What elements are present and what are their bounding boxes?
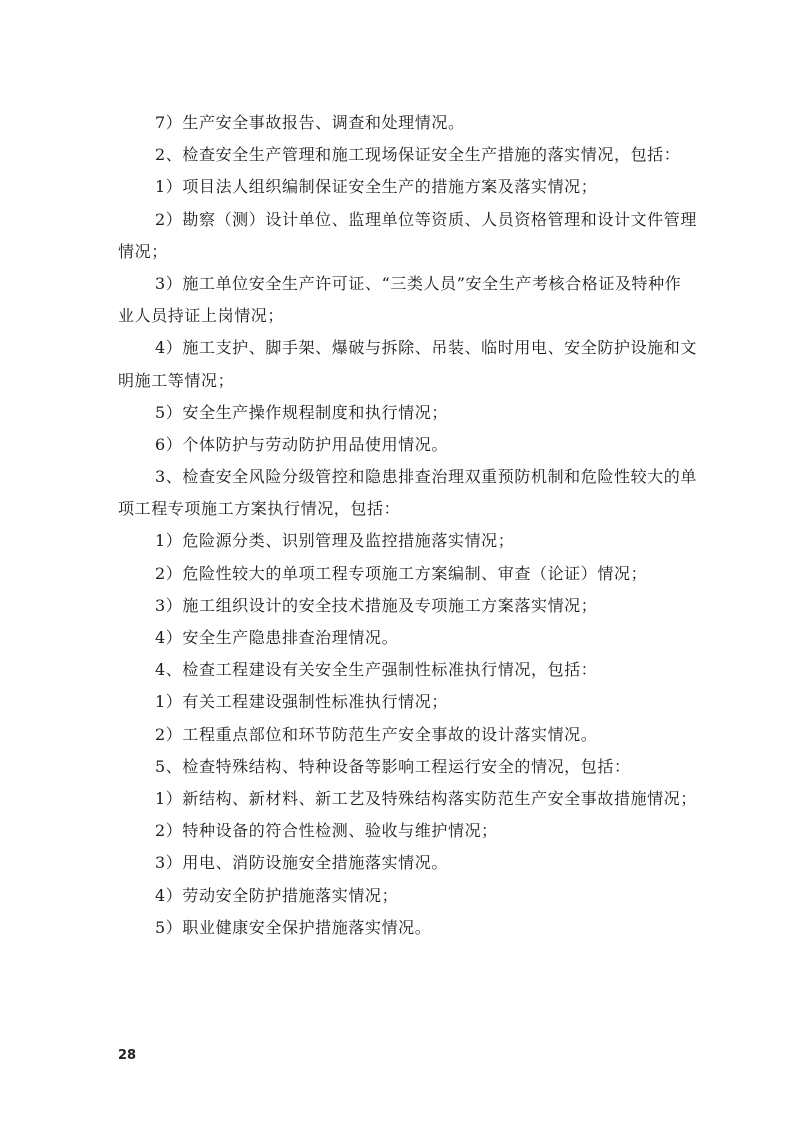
list-item: 4）安全生产隐患排查治理情况。 <box>155 628 399 647</box>
list-item: 1）新结构、新材料、新工艺及特殊结构落实防范生产安全事故措施情况； <box>155 788 697 808</box>
list-item: 1）项目法人组织编制保证安全生产的措施方案及落实情况； <box>155 177 598 197</box>
document-body <box>118 107 697 944</box>
list-item: 2）工程重点部位和环节防范生产安全事故的设计落实情况。 <box>155 724 598 744</box>
list-item: 7）生产安全事故报告、调查和处理情况。 <box>155 113 465 132</box>
list-item: 1）有关工程建设强制性标准执行情况； <box>155 692 448 712</box>
list-item: 3）施工组织设计的安全技术措施及专项施工方案落实情况； <box>155 595 598 615</box>
section-heading: 3、检查安全风险分级管控和隐患排查治理双重预防机制和危险性较大的单 <box>155 467 697 487</box>
section-heading: 2、检查安全生产管理和施工现场保证安全生产措施的落实情况，包括： <box>155 145 681 165</box>
list-item: 1）危险源分类、识别管理及监控措施落实情况； <box>155 531 515 551</box>
list-item: 5）安全生产操作规程制度和执行情况； <box>155 402 448 422</box>
list-item: 3）用电、消防设施安全措施落实情况。 <box>155 853 448 873</box>
list-item: 2）危险性较大的单项工程专项施工方案编制、审查（论证）情况； <box>155 563 648 583</box>
section-heading-continuation: 项工程专项施工方案执行情况，包括： <box>118 499 401 519</box>
list-item: 2）勘察（测）设计单位、监理单位等资质、人员资格管理和设计文件管理 <box>155 209 697 229</box>
list-item-continuation: 明施工等情况； <box>118 370 235 390</box>
list-item-continuation: 业人员持证上岗情况； <box>118 306 285 326</box>
list-item: 2）特种设备的符合性检测、验收与维护情况； <box>155 821 498 841</box>
list-item: 6）个体防护与劳动防护用品使用情况。 <box>155 434 448 454</box>
section-heading: 5、检查特殊结构、特种设备等影响工程运行安全的情况，包括： <box>155 756 631 776</box>
list-item: 4）劳动安全防护措施落实情况； <box>155 885 399 905</box>
list-item-continuation: 情况； <box>118 241 168 261</box>
page-number: 28 <box>118 1048 137 1063</box>
section-heading: 4、检查工程建设有关安全生产强制性标准执行情况，包括： <box>155 660 598 680</box>
list-item: 3）施工单位安全生产许可证、“三类人员”安全生产考核合格证及特种作 <box>155 273 682 293</box>
list-item: 4）施工支护、脚手架、爆破与拆除、吊装、临时用电、安全防护设施和文 <box>155 338 697 358</box>
list-item: 5）职业健康安全保护措施落实情况。 <box>155 917 432 937</box>
